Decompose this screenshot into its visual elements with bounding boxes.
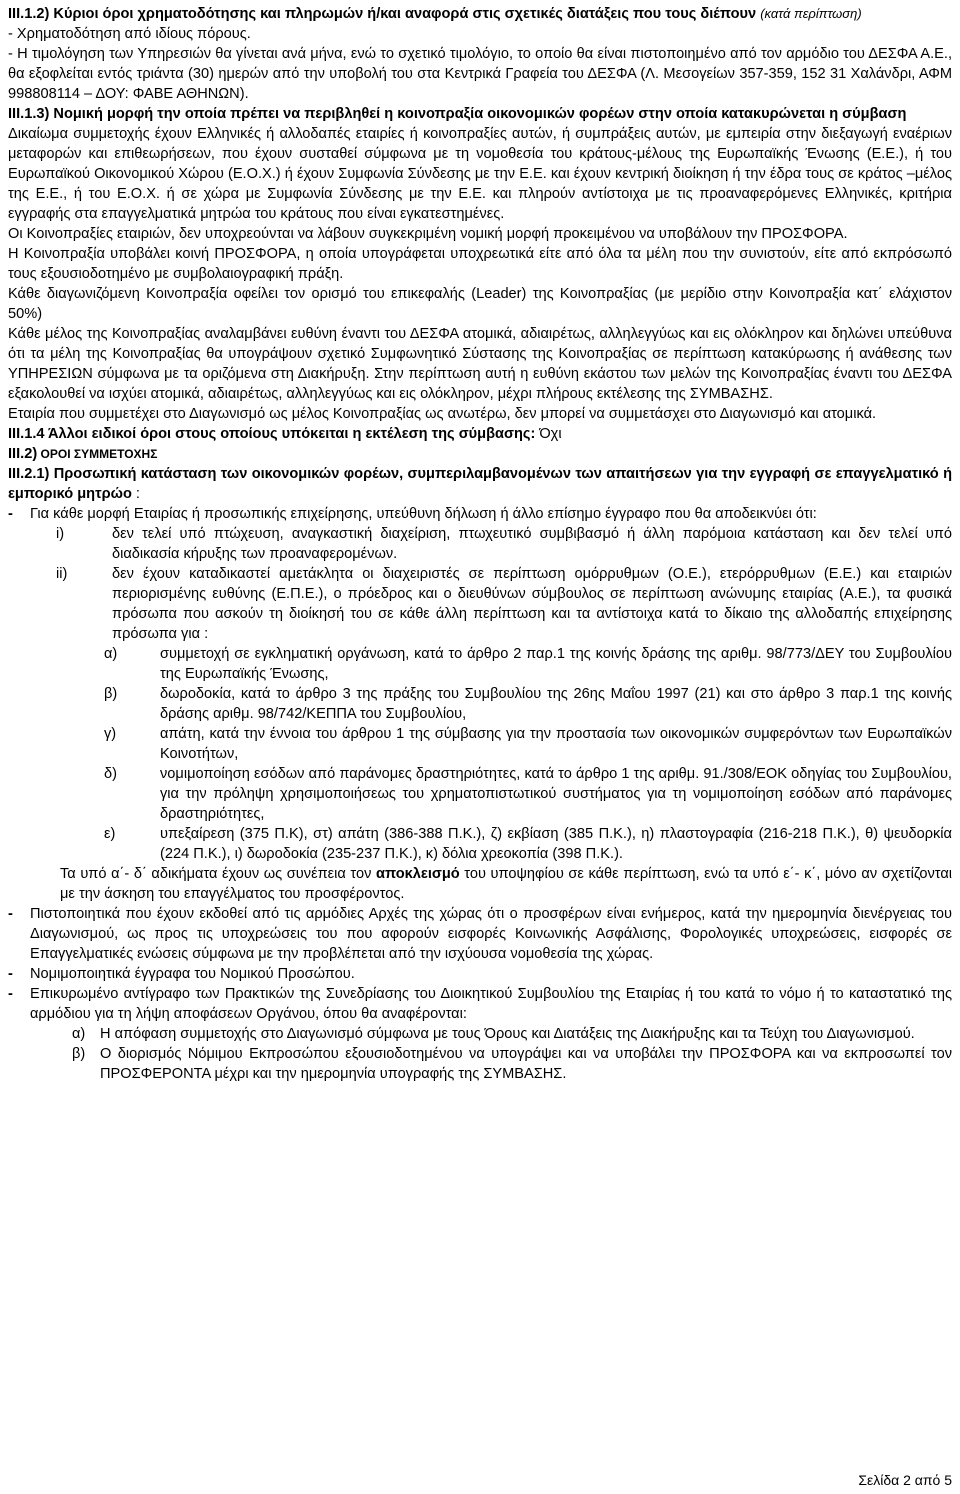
dash-marker: - — [8, 986, 13, 1002]
minutes-sub-text: Ο διορισμός Νόμιμου Εκπροσώπου εξουσιοδοτημένου να υπογράψει και να υποβάλει την ΠΡΟΣΦΟΡΑ και να εκπροσωπεί τον ΠΡΟΣΦΕΡΟΝΤΑ μέχρι και την ημερομηνία υπογραφής της ΣΥΜΒΑΣΗΣ. — [100, 1046, 952, 1082]
exclusion-post: του υποψηφίου σε κάθε περίπτωση, ενώ τα υπό ε΄- κ΄, μόνο αν σχετίζονται με την άσκηση του επαγγέλματος του προσφέροντος. — [60, 866, 952, 902]
minutes-sub-text: Η απόφαση συμμετοχής στο Διαγωνισμό σύμφωνα με τους Όρους και Διατάξεις της Διακήρυξης και τα Τεύχη του Διαγωνισμού. — [100, 1026, 915, 1042]
minutes-item — [8, 984, 952, 1024]
certificates-text: Πιστοποιητικά που έχουν εκδοθεί από τις αρμόδιες Αρχές της χώρας ότι ο προσφέρων είναι ενήμερος, κατά την ημερομηνία διενέργειας του Διαγωνισμού, ως προς τις υποχρεώσεις του που αφορούν εισφορές Κοινωνικής Ασφάλισης, Φορολογικές υποχρεώσεις, εισφορές σε Επαγγελματικές ενώσεις σύμφωνα με την προβλέπεται από την ισχύουσα νομοθεσία της χώρας. — [30, 906, 952, 962]
legal-docs-text: Νομιμοποιητικά έγγραφα του Νομικού Προσώπου. — [30, 966, 355, 982]
offence-item — [104, 724, 952, 764]
offence-text: υπεξαίρεση (375 Π.Κ), στ) απάτη (386-388 Π.Κ.), ζ) εκβίαση (385 Π.Κ.), η) πλαστογραφία (216-218 Π.Κ.), θ) ψευδορκία (224 Π.Κ.), ι) δωροδοκία (235-237 Π.Κ.), κ) δόλια χρεοκοπία (398 Π.Κ.). — [160, 826, 952, 862]
roman-label-i: i) — [56, 526, 65, 542]
section-1-2-heading: ΙΙΙ.1.2) Κύριοι όροι χρηματοδότησης και πληρωμών ή/και αναφορά στις σχετικές διατάξεις που τους διέπουν — [8, 6, 757, 22]
section-1-3-p5: Κάθε μέλος της Κοινοπραξίας αναλαμβάνει ευθύνη έναντι του ΔΕΣΦΑ ατομικά, αδιαιρέτως, αλληλεγγύως και εις ολόκληρον και δηλώνει υπεύθυνα ότι τα μέλη της Κοινοπραξίας θα υπογράψουν σχετικό Συμφωνητικό Σύστασης της Κοινοπραξίας σε περίπτωση κατακύρωσης ή ανάθεσης των ΥΠΗΡΕΣΙΩΝ σύμφωνα με τα οριζόμενα στη Διακήρυξη. Στην περίπτωση αυτή η ευθύνη εκάστου των μελών της Κοινοπραξίας έναντι του ΔΕΣΦΑ εξακολουθεί να ισχύει ατομικά, αδιαιρέτως, αλληλεγγύως και εις ολόκληρον, μέχρι πλήρους εκτέλεσης της ΣΥΜΒΑΣΗΣ. — [8, 326, 952, 402]
section-2-number: ΙΙΙ.2) — [8, 446, 38, 462]
exclusion-bold: αποκλεισμό — [375, 866, 460, 882]
section-1-3-p3: Η Κοινοπραξία υποβάλει κοινή ΠΡΟΣΦΟΡΑ, η οποία υπογράφεται υποχρεωτικά είτε από όλα τα μέλη που την συνιστούν, είτε από εκπρόσωπό τους εξουσιοδοτημένο με συμβολαιογραφική πράξη. — [8, 246, 952, 282]
funding-text: - Χρηματοδότηση από ιδίους πόρους. — [8, 26, 251, 42]
section-2-1-heading: ΙΙΙ.2.1) Προσωπική κατάσταση των οικονομικών φορέων, συμπεριλαμβανομένων των απαιτήσεων για την εγγραφή σε επαγγελματικό ή εμπορικό μητρώο — [8, 466, 952, 502]
section-2-1 — [8, 464, 952, 504]
legal-docs-item — [8, 964, 952, 984]
offence-text: απάτη, κατά την έννοια του άρθρου 1 της σύμβασης για την προστασία των οικονομικών συμφερόντων των Ευρωπαϊκών Κοινοτήτων, — [160, 726, 952, 762]
section-2-1-colon: : — [131, 486, 140, 502]
section-1-3-p2: Οι Κοινοπραξίες εταιριών, δεν υποχρεούνται να λάβουν συγκεκριμένη νομική μορφή προκειμένου να υποβάλουν την ΠΡΟΣΦΟΡΑ. — [8, 226, 848, 242]
document-page — [8, 4, 952, 1084]
minutes-sub-item — [72, 1044, 952, 1084]
roman-text-ii: δεν έχουν καταδικαστεί αμετάκλητα οι διαχειριστές σε περίπτωση ομόρρυθμων (Ο.Ε.), ετερόρρυθμων (Ε.Ε.) και εταιριών περιορισμένης ευθύνης (Ε.Π.Ε.), ο πρόεδρος και ο διευθύνων σύμβουλος σε περίπτωση ανώνυμης εταιρίας (Α.Ε.), τα φυσικά πρόσωπα που ασκούν τη διοίκησή του σε κάθε άλλη περίπτωση και τα αντίστοιχα κατά το δίκαιο της αλλοδαπής επιχείρησης πρόσωπα για : — [112, 566, 952, 642]
invoicing-paragraph: - Η τιμολόγηση των Υπηρεσιών θα γίνεται ανά μήνα, ενώ το σχετικό τιμολόγιο, το οποίο θα είναι πιστοποιημένο από τον αρμόδιο του ΔΕΣΦΑ Α.Ε., θα εξοφλείται εντός τριάντα (30) ημερών από την υποβολή του στα Κεντρικά Γραφεία του ΔΕΣΦΑ (Λ. Μεσογείων 357-359, 152 31 Χαλάνδρι, ΑΦΜ 998808114 – ΔΟΥ: ΦΑΒΕ ΑΘΗΝΩΝ). — [8, 46, 952, 102]
section-1-3-heading: ΙΙΙ.1.3) Νομική μορφή την οποία πρέπει να περιβληθεί η κοινοπραξία οικονομικών φορέων στην οποία κατακυρώνεται η σύμβαση — [8, 106, 907, 122]
section-1-4 — [8, 424, 952, 444]
exclusion-paragraph — [60, 864, 952, 904]
offence-label: ε) — [104, 826, 116, 842]
roman-item-ii — [56, 564, 952, 644]
minutes-sub-item — [72, 1024, 952, 1044]
dash-marker: - — [8, 966, 13, 982]
page-number: Σελίδα 2 από 5 — [858, 1472, 952, 1488]
minutes-sub-label: β) — [72, 1046, 86, 1062]
roman-item-i — [56, 524, 952, 564]
offence-item — [104, 644, 952, 684]
section-1-2 — [8, 4, 952, 24]
funding-line — [8, 24, 952, 44]
section-1-4-heading: ΙΙΙ.1.4 Άλλοι ειδικοί όροι στους οποίους υπόκειται η εκτέλεση της σύμβασης: — [8, 426, 536, 442]
offence-item — [104, 824, 952, 864]
intro-item — [8, 504, 952, 524]
minutes-text: Επικυρωμένο αντίγραφο των Πρακτικών της Συνεδρίασης του Διοικητικού Συμβουλίου της Εταιρίας ή του κατά το νόμο ή το καταστατικό της αρμόδιου για τη λήψη αποφάσεων Οργάνου, όπου θα αναφέρονται: — [30, 986, 952, 1022]
roman-text-i: δεν τελεί υπό πτώχευση, αναγκαστική διαχείριση, πτωχευτικό συμβιβασμό ή άλλη παρόμοια κατάσταση και δεν τελεί υπό διαδικασία κήρυξης των προαναφερομένων. — [112, 526, 952, 562]
offence-label: β) — [104, 686, 118, 702]
certificates-item — [8, 904, 952, 964]
section-1-2-note: (κατά περίπτωση) — [760, 6, 862, 21]
dash-marker: - — [8, 906, 13, 922]
section-1-3-p1: Δικαίωμα συμμετοχής έχουν Ελληνικές ή αλλοδαπές εταιρίες ή κοινοπραξίες αυτών, ή συμπράξεις αυτών, με εμπειρία στην διεξαγωγή εναέριων μεταφορών και επιθεωρήσεων, που έχουν συσταθεί σύμφωνα με τη νομοθεσία του κράτους-μέλους της Ευρωπαϊκής Ένωσης (Ε.Ε.), ή του Ευρωπαϊκού Οικονομικού Χώρου (Ε.Ο.Χ.) ή έχουν Συμφωνία Σύνδεσης με την Ε.Ε. και έχουν κεντρική διοίκηση ή την έδρα τους σε κράτος –μέλος της Ε.Ε., ή του Ε.Ο.Χ. ή σε χώρα με Συμφωνία Σύνδεσης με την Ε.Ε. και πληρούν αντίστοιχα με τις προαναφερόμενες Ελληνικές, κριτήρια εγγραφής στα επαγγελματικά μητρώα του κράτους που είναι εγκατεστημένες. — [8, 126, 952, 222]
section-2 — [8, 444, 952, 464]
offence-text: νομιμοποίηση εσόδων από παράνομες δραστηριότητες, κατά το άρθρο 1 της αριθμ. 91./308/ΕΟΚ οδηγίας του Συμβουλίου, για την πρόληψη χρησιμοποιήσεως του χρηματοπιστωτικού συστήματος για τη νομιμοποίηση εσόδων από παράνομες δραστηριότητες, — [160, 766, 952, 822]
section-1-3-p6: Εταιρία που συμμετέχει στο Διαγωνισμό ως μέλος Κοινοπραξίας ως ανωτέρω, δεν μπορεί να συμμετάσχει στο Διαγωνισμό και ατομικά. — [8, 406, 877, 422]
roman-label-ii: ii) — [56, 566, 68, 582]
section-2-title: ΟΡΟΙ ΣΥΜΜΕΤΟΧΗΣ — [37, 447, 158, 461]
section-1-4-value: Όχι — [535, 426, 562, 442]
intro-text: Για κάθε μορφή Εταιρίας ή προσωπικής επιχείρησης, υπεύθυνη δήλωση ή άλλο επίσημο έγγραφο που θα αποδεικνύει ότι: — [30, 506, 817, 522]
section-1-3-p4: Κάθε διαγωνιζόμενη Κοινοπραξία οφείλει τον ορισμό του επικεφαλής (Leader) της Κοινοπραξίας (με μερίδιο στην Κοινοπραξία κατ΄ ελάχιστον 50%) — [8, 286, 952, 322]
offence-item — [104, 684, 952, 724]
offence-text: δωροδοκία, κατά το άρθρο 3 της πράξης του Συμβουλίου της 26ης Μαΐου 1997 (21) και στο άρθρο 3 παρ.1 της κοινής δράσης αριθμ. 98/742/ΚΕΠΠΑ του Συμβουλίου, — [160, 686, 952, 722]
exclusion-pre: Τα υπό α΄- δ΄ αδικήματα έχουν ως συνέπεια τον — [60, 866, 376, 882]
dash-marker: - — [8, 506, 13, 522]
offence-text: συμμετοχή σε εγκληματική οργάνωση, κατά το άρθρο 2 παρ.1 της κοινής δράσης της αριθμ. 98/773/ΔΕΥ του Συμβουλίου της Ευρωπαϊκής Ένωσης, — [160, 646, 952, 682]
offence-label: γ) — [104, 726, 117, 742]
offence-label: α) — [104, 646, 118, 662]
offence-item — [104, 764, 952, 824]
minutes-sub-label: α) — [72, 1026, 86, 1042]
offence-label: δ) — [104, 766, 117, 782]
